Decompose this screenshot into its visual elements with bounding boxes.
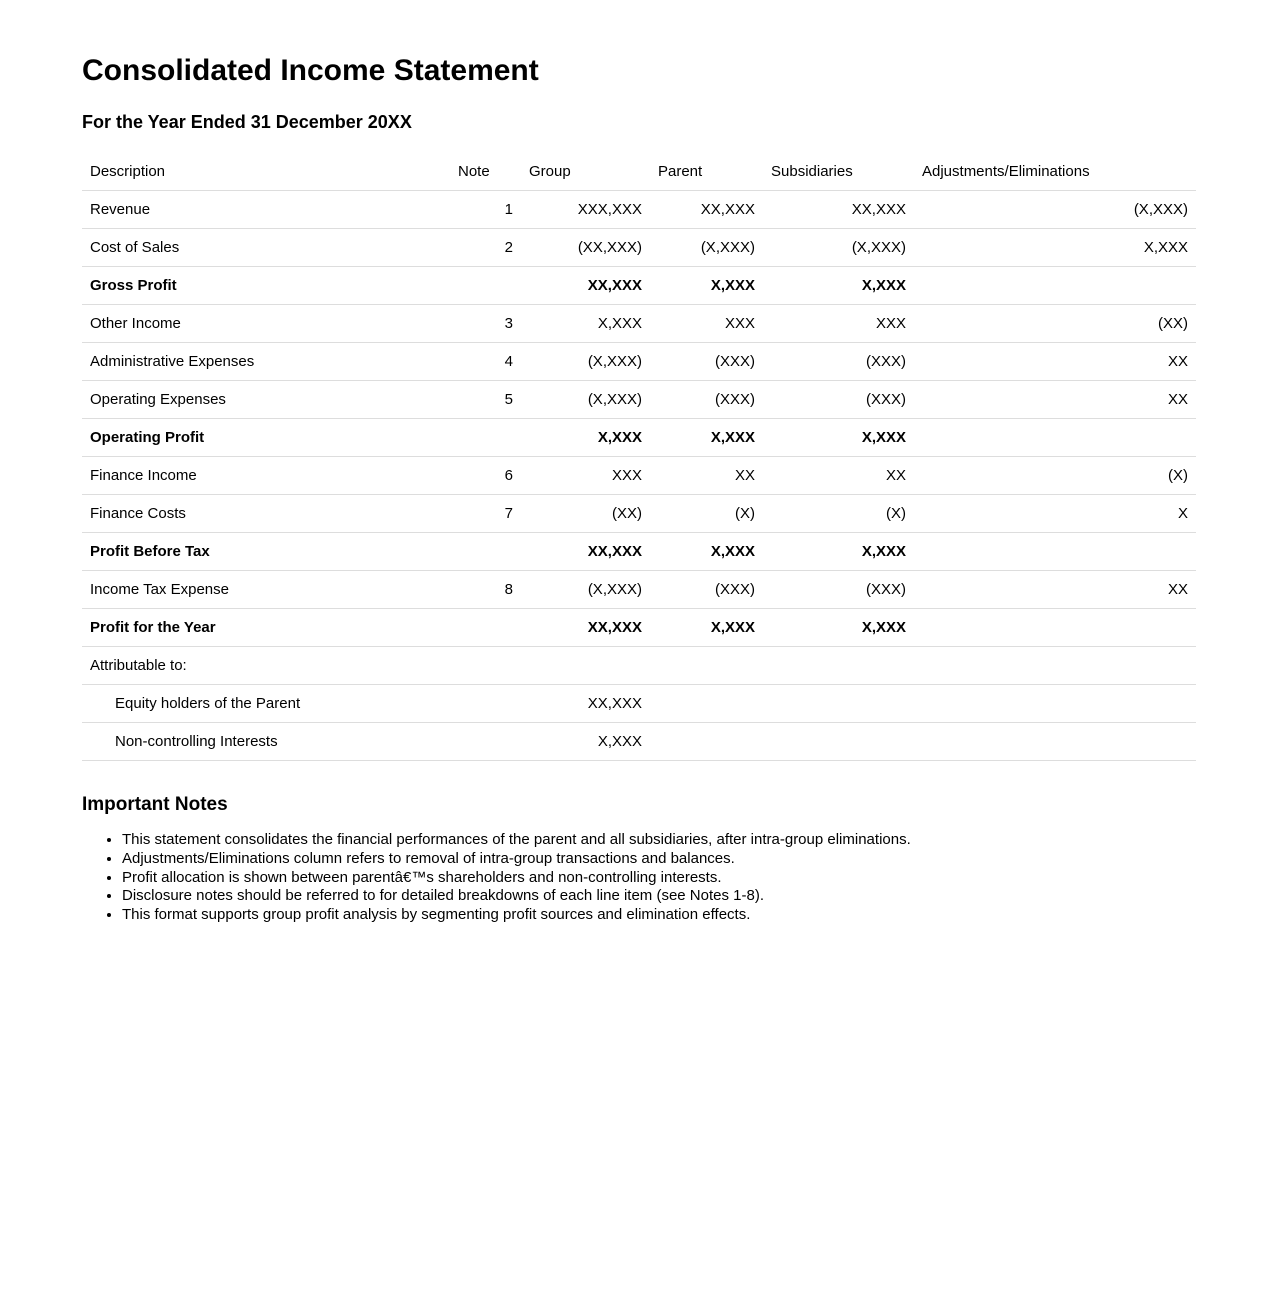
cell-group: XX,XXX <box>521 685 650 723</box>
note-item: • This format supports group profit analysis by segmenting profit sources and elimination effects. <box>122 906 1196 925</box>
cell-adjustments <box>914 647 1196 685</box>
cell-description: Income Tax Expense <box>82 571 450 609</box>
cell-subsidiaries: XX,XXX <box>763 191 914 229</box>
cell-description: Finance Income <box>82 457 450 495</box>
table-row-operating-expenses <box>82 381 1196 419</box>
cell-adjustments: X <box>914 495 1196 533</box>
note-item: • This statement consolidates the financial performances of the parent and all subsidiaries, after intra-group eliminations. <box>122 831 1196 850</box>
cell-description: Gross Profit <box>82 267 450 305</box>
column-header-subsidiaries: Subsidiaries <box>763 153 914 191</box>
cell-parent: X,XXX <box>650 609 763 647</box>
cell-subsidiaries: X,XXX <box>763 533 914 571</box>
table-row-non-controlling-interests <box>82 723 1196 761</box>
cell-group: (X,XXX) <box>521 343 650 381</box>
table-row-revenue <box>82 191 1196 229</box>
table-row-profit-before-tax <box>82 533 1196 571</box>
cell-parent: X,XXX <box>650 419 763 457</box>
cell-group: XXX <box>521 457 650 495</box>
cell-subsidiaries: X,XXX <box>763 419 914 457</box>
table-row-gross-profit <box>82 267 1196 305</box>
note-item: • Adjustments/Eliminations column refers to removal of intra-group transactions and balances. <box>122 850 1196 869</box>
cell-description: Non-controlling Interests <box>82 723 450 761</box>
cell-note <box>450 267 521 305</box>
table-header-row <box>82 153 1196 191</box>
cell-note: 1 <box>450 191 521 229</box>
cell-note <box>450 419 521 457</box>
cell-parent: (XXX) <box>650 381 763 419</box>
cell-description: Cost of Sales <box>82 229 450 267</box>
cell-group <box>521 647 650 685</box>
cell-adjustments: XX <box>914 381 1196 419</box>
cell-group: X,XXX <box>521 419 650 457</box>
cell-subsidiaries: (XXX) <box>763 343 914 381</box>
cell-description: Profit for the Year <box>82 609 450 647</box>
cell-note <box>450 609 521 647</box>
note-item: • Disclosure notes should be referred to for detailed breakdowns of each line item (see Notes 1-8). <box>122 887 1196 906</box>
cell-parent <box>650 647 763 685</box>
notes-heading: Important Notes <box>82 794 228 816</box>
cell-adjustments <box>914 609 1196 647</box>
table-row-operating-profit <box>82 419 1196 457</box>
cell-subsidiaries: XX <box>763 457 914 495</box>
cell-adjustments: XX <box>914 343 1196 381</box>
income-statement-table <box>82 153 1196 761</box>
cell-note: 3 <box>450 305 521 343</box>
cell-note: 8 <box>450 571 521 609</box>
column-header-description: Description <box>82 153 450 191</box>
table-row-attributable-to <box>82 647 1196 685</box>
cell-subsidiaries <box>763 647 914 685</box>
cell-note <box>450 685 521 723</box>
cell-adjustments <box>914 267 1196 305</box>
page-title: Consolidated Income Statement <box>82 54 539 87</box>
column-header-adjustments: Adjustments/Eliminations <box>914 153 1196 191</box>
cell-subsidiaries: XXX <box>763 305 914 343</box>
cell-adjustments: (XX) <box>914 305 1196 343</box>
table-row-profit-for-the-year <box>82 609 1196 647</box>
cell-group: XX,XXX <box>521 267 650 305</box>
cell-description: Equity holders of the Parent <box>82 685 450 723</box>
cell-parent: X,XXX <box>650 533 763 571</box>
cell-description: Administrative Expenses <box>82 343 450 381</box>
table-row-cost-of-sales <box>82 229 1196 267</box>
column-header-note: Note <box>450 153 521 191</box>
cell-adjustments <box>914 685 1196 723</box>
cell-note <box>450 723 521 761</box>
table-row-equity-holders-of-parent <box>82 685 1196 723</box>
cell-subsidiaries <box>763 685 914 723</box>
table-row-finance-income <box>82 457 1196 495</box>
cell-adjustments <box>914 419 1196 457</box>
cell-subsidiaries: X,XXX <box>763 267 914 305</box>
cell-parent <box>650 723 763 761</box>
table-row-other-income <box>82 305 1196 343</box>
cell-subsidiaries: (X,XXX) <box>763 229 914 267</box>
cell-adjustments: X,XXX <box>914 229 1196 267</box>
cell-subsidiaries <box>763 723 914 761</box>
cell-subsidiaries: X,XXX <box>763 609 914 647</box>
cell-subsidiaries: (X) <box>763 495 914 533</box>
cell-description: Finance Costs <box>82 495 450 533</box>
cell-description: Operating Profit <box>82 419 450 457</box>
cell-description: Attributable to: <box>82 647 450 685</box>
cell-group: X,XXX <box>521 305 650 343</box>
cell-group: (X,XXX) <box>521 381 650 419</box>
cell-parent <box>650 685 763 723</box>
table-row-income-tax-expense <box>82 571 1196 609</box>
cell-description: Operating Expenses <box>82 381 450 419</box>
cell-parent: (XXX) <box>650 343 763 381</box>
notes-list <box>82 831 1196 925</box>
cell-description: Other Income <box>82 305 450 343</box>
cell-note: 5 <box>450 381 521 419</box>
cell-group: XX,XXX <box>521 533 650 571</box>
cell-parent: XX <box>650 457 763 495</box>
cell-group: XX,XXX <box>521 609 650 647</box>
cell-group: X,XXX <box>521 723 650 761</box>
cell-adjustments <box>914 723 1196 761</box>
note-item: • Profit allocation is shown between parentâ€™s shareholders and non-controlling interests. <box>122 869 1196 888</box>
cell-note: 7 <box>450 495 521 533</box>
cell-description: Profit Before Tax <box>82 533 450 571</box>
cell-note <box>450 533 521 571</box>
cell-adjustments <box>914 533 1196 571</box>
cell-parent: XX,XXX <box>650 191 763 229</box>
cell-group: XXX,XXX <box>521 191 650 229</box>
column-header-group: Group <box>521 153 650 191</box>
cell-note <box>450 647 521 685</box>
cell-note: 6 <box>450 457 521 495</box>
cell-subsidiaries: (XXX) <box>763 571 914 609</box>
cell-group: (X,XXX) <box>521 571 650 609</box>
page-subtitle: For the Year Ended 31 December 20XX <box>82 111 412 132</box>
cell-adjustments: (X) <box>914 457 1196 495</box>
cell-note: 4 <box>450 343 521 381</box>
cell-group: (XX,XXX) <box>521 229 650 267</box>
cell-parent: X,XXX <box>650 267 763 305</box>
cell-note: 2 <box>450 229 521 267</box>
table-row-finance-costs <box>82 495 1196 533</box>
table-row-administrative-expenses <box>82 343 1196 381</box>
cell-parent: XXX <box>650 305 763 343</box>
cell-parent: (XXX) <box>650 571 763 609</box>
cell-parent: (X) <box>650 495 763 533</box>
cell-adjustments: (X,XXX) <box>914 191 1196 229</box>
cell-group: (XX) <box>521 495 650 533</box>
column-header-parent: Parent <box>650 153 763 191</box>
cell-description: Revenue <box>82 191 450 229</box>
cell-adjustments: XX <box>914 571 1196 609</box>
cell-parent: (X,XXX) <box>650 229 763 267</box>
cell-subsidiaries: (XXX) <box>763 381 914 419</box>
